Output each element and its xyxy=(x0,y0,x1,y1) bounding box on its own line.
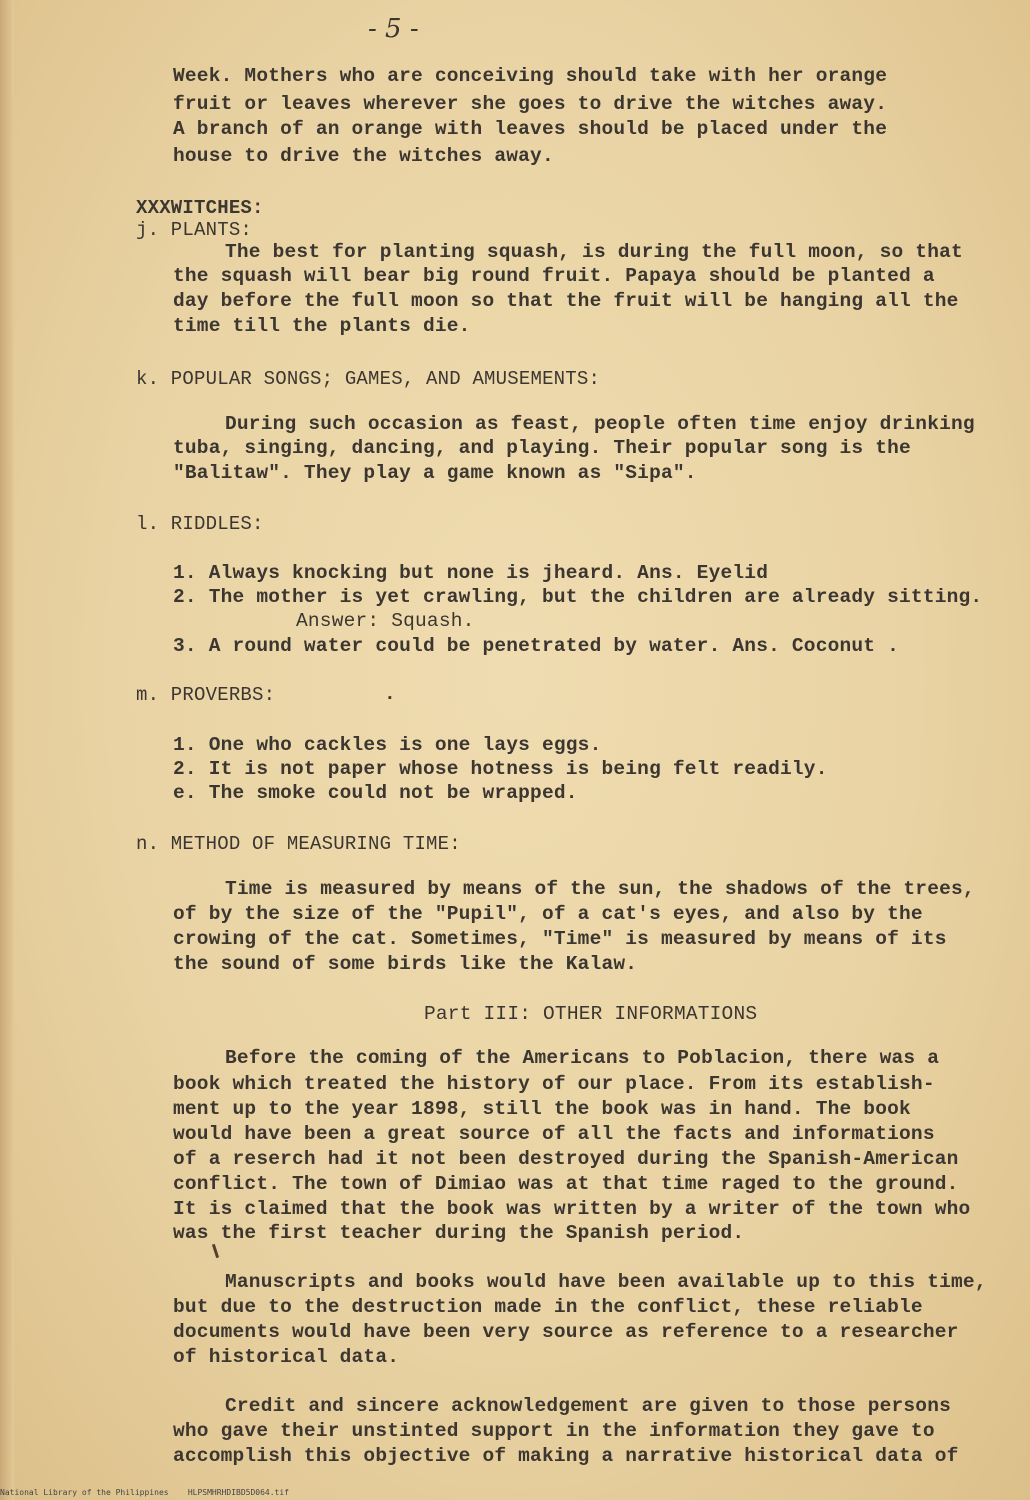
plants-line: time till the plants die. xyxy=(173,315,471,337)
part3-para1-line: was the first teacher during the Spanish period. xyxy=(173,1222,745,1244)
songs-line: During such occasion as feast, people often time enjoy drinking xyxy=(225,413,975,435)
riddle-item: 1. Always knocking but none is jheard. Ans. Eyelid xyxy=(173,562,769,584)
part3-para2-line: documents would have been very source as reference to a researcher xyxy=(173,1321,959,1343)
intro-line: house to drive the witches away. xyxy=(173,145,554,167)
plants-line: The best for planting squash, is during the full moon, so that xyxy=(225,241,963,263)
proverb-item: e. The smoke could not be wrapped. xyxy=(173,782,578,804)
part3-para1-line: It is claimed that the book was written by a writer of the town who xyxy=(173,1198,971,1220)
riddles-heading: l. RIDDLES: xyxy=(136,513,264,535)
intro-line: Week. Mothers who are conceiving should take with her orange xyxy=(173,65,888,87)
stray-dot: . xyxy=(384,683,396,705)
riddle-answer: Answer: Squash. xyxy=(296,610,475,632)
part3-para2-line: of historical data. xyxy=(173,1346,400,1368)
plants-line: the squash will bear big round fruit. Papaya should be planted a xyxy=(173,265,935,287)
intro-line: A branch of an orange with leaves should be placed under the xyxy=(173,118,888,140)
part3-para1-line: conflict. The town of Dimiao was at that time raged to the ground. xyxy=(173,1173,959,1195)
time-line: the sound of some birds like the Kalaw. xyxy=(173,953,638,975)
part3-para1-line: book which treated the history of our place. From its establish- xyxy=(173,1073,935,1095)
plants-heading: j. PLANTS: xyxy=(136,219,253,241)
archive-footer: National Library of the Philippines HLPSMHRHDIBD5D064.tif xyxy=(0,1488,289,1497)
riddle-item: 2. The mother is yet crawling, but the children are already sitting. xyxy=(173,586,983,608)
part3-para3-line: who gave their unstinted support in the information they gave to xyxy=(173,1420,935,1442)
time-line: of by the size of the "Pupil", of a cat's eyes, and also by the xyxy=(173,903,923,925)
proverb-item: 1. One who cackles is one lays eggs. xyxy=(173,734,602,756)
page-number: - 5 - xyxy=(368,14,419,44)
riddle-item: 3. A round water could be penetrated by water. Ans. Coconut . xyxy=(173,635,900,657)
plants-line: day before the full moon so that the fruit will be hanging all the xyxy=(173,290,959,312)
time-line: Time is measured by means of the sun, the shadows of the trees, xyxy=(225,878,975,900)
part3-para1-line: of a reserch had it not been destroyed during the Spanish-American xyxy=(173,1148,959,1170)
part3-para2-line: but due to the destruction made in the conflict, these reliable xyxy=(173,1296,923,1318)
songs-heading: k. POPULAR SONGS; GAMES, AND AMUSEMENTS: xyxy=(136,368,601,390)
songs-line: "Balitaw". They play a game known as "Sipa". xyxy=(173,462,697,484)
part3-para1-line: ment up to the year 1898, still the book was in hand. The book xyxy=(173,1098,911,1120)
songs-line: tuba, singing, dancing, and playing. Their popular song is the xyxy=(173,437,911,459)
time-line: crowing of the cat. Sometimes, "Time" is measured by means of its xyxy=(173,928,947,950)
part3-para2-line: Manuscripts and books would have been available up to this time, xyxy=(225,1271,987,1293)
part3-para1-line: would have been a great source of all the facts and informations xyxy=(173,1123,935,1145)
part-title: Part III: OTHER INFORMATIONS xyxy=(424,1003,758,1025)
time-heading: n. METHOD OF MEASURING TIME: xyxy=(136,833,461,855)
proverb-item: 2. It is not paper whose hotness is being felt readily. xyxy=(173,758,828,780)
paper-edge xyxy=(0,0,14,1500)
strikeout-heading: XXXWITCHES: xyxy=(136,197,264,219)
part3-para1-line: Before the coming of the Americans to Poblacion, there was a xyxy=(225,1047,940,1069)
part3-para3-line: accomplish this objective of making a narrative historical data of xyxy=(173,1445,959,1467)
proverbs-heading: m. PROVERBS: xyxy=(136,684,276,706)
part3-para3-line: Credit and sincere acknowledgement are given to those persons xyxy=(225,1395,952,1417)
intro-line: fruit or leaves wherever she goes to drive the witches away. xyxy=(173,93,888,115)
